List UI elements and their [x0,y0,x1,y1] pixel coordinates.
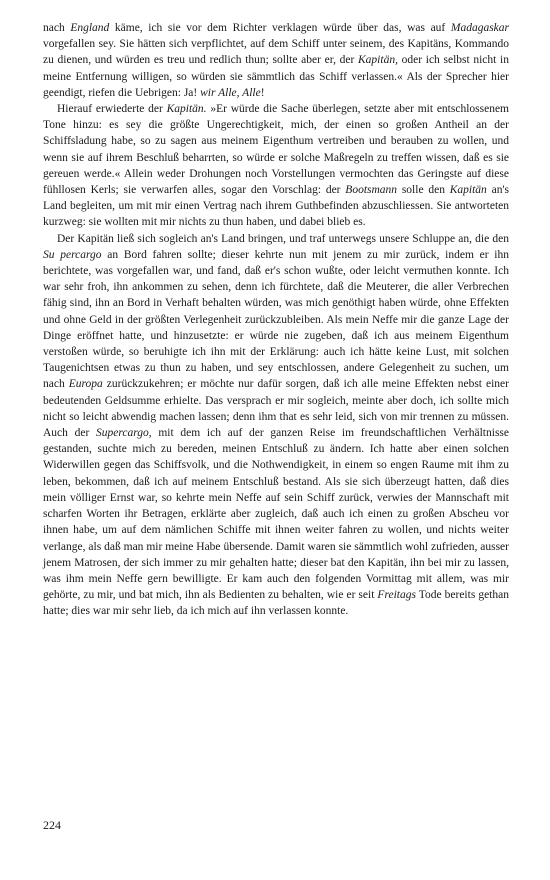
page-number: 224 [43,818,61,832]
body-text [43,20,509,620]
italic-run: Kapitän, [358,54,398,67]
text-run: solle den [397,184,450,197]
italic-run: Kapitän [449,184,487,197]
text-run: Hierauf erwiederte der [57,103,167,116]
italic-run: Supercargo [95,427,149,440]
text-run: , mit dem ich auf der ganzen Reise im freundschaftlichen Verhältnisse gestanden, suchte mich zu bereden, meinen Entschluß zu ändern. Ich hatte aber einen solchen Widerwillen gegen das Schiffsvolk, und die Nothwendigkeit, in einem so engen Raume mit ihm zu leben, bekommen, daß ich auf meinem Entschluß bestand. Als sie sich überzeugt hatten, daß dies mein völliger Ernst war, so kehrte mein Neffe auf sein Schiff zurück, verwies der Mannschaft mit scharfen Worten ihr Betragen, erklärte aber zugleich, daß auch ich einen zu großen Abscheu vor ihnen habe, um auf dem nämlichen Schiffe mit ihnen weiter fahren zu wollen, und nichts weiter verlange, als daß man mir meine Habe übersende. Damit waren sie sämmtlich wohl zufrieden, ausser jenem Matrosen, der sich immer zu mir gehalten hatte; dieser bat den Kapitän, ihn bei mir zu lassen, was ihm mein Neffe gern bewilligte. Er kam auch den folgenden Vormittag mit allem, was mir gehörte, zu mir, und bat mich, ihn als Bedienten zu behalten, wie er seit [43,427,509,602]
italic-run: Europa [68,378,103,391]
paragraph-1 [43,20,509,101]
text-run: käme, ich sie vor dem Richter verklagen würde über das, was auf [109,22,451,34]
text-run: ! [260,86,265,99]
text-run: an Bord fahren sollte; dieser kehrte nun mit jenem zu mir zurück, indem er ihn berichtete, was vorgefallen war, und fand, daß er's schon wußte, oder leicht vermuthen konnte. Ich war sehr froh, ihn ankommen zu sehen, denn ich fürchtete, daß die Meuterer, die aller Verbrechen fähig sind, ihn an Bord in Verhaft behalten würden, was mich genöthigt haben würde, ohne Effekten und ohne Geld in der größten Verlegenheit zurückzubleiben. Als mein Neffe mir die ganze Lage der Dinge eröffnet hatte, und hinzusetzte: er würde nie zugeben, daß ich aus meinem Eigenthum verstoßen würde, so beruhigte ich ihn mit der Erklärung: auch ich hätte keine Lust, mit solchen Taugenichtsen etwas zu thun zu haben, und sey entschlossen, andere Gelegenheit zu suchen, um nach [43,248,509,391]
text-run: nach [43,22,71,34]
text-run: zurückzukehren; er möchte nur dafür sorgen, daß ich alle meine Effekten nebst einer bedeutenden Geldsumme erhielte. Das versprach er mir sogleich, meinte aber doch, ich sollte mich nicht so leicht abwendig machen lassen; denn ihm that es sehr leid, sich von mir trennen zu müssen. Auch der [43,378,509,440]
italic-run: Freitags [377,589,416,602]
italic-run: Madagaskar [450,22,509,34]
text-run: »Er würde die Sache überlegen, setzte aber mit entschlossenem Tone hinzu: es sey die größte Ungerechtigkeit, mich, der einen so großen Antheil an der Schiffsladung habe, so zu sagen aus meinem Eigenthum vertreiben und berauben zu wollen, und wenn sie auf ihrem Beschluß beharrten, so würde er solche Maßregeln zu treffen wissen, daß es sie gereuen werde.« Allein weder Drohungen noch Vorstellungen vermochten das Geringste auf diese fühllosen Kerls; sie verwarfen alles, sogar den Vorschlag: der [43,103,509,197]
italic-run: Kapitän. [166,103,207,116]
text-run: vorgefallen sey. Sie hätten sich verpflichtet, auf dem Schiff unter seinem, des Kapitäns, Kommando zu dienen, und würden es treu und redlich thun; sollte aber er, der [43,38,509,67]
text-run: an's Land begleiten, um mit mir einen Vertrag nach ihrem Guthbefinden abzuschliessen. Sie antworteten kurzweg: sie wollten mit mir nichts zu thun haben, und dabei blieb es. [43,184,510,229]
text-run: Tode bereits gethan hatte; dies war mir sehr lieb, da ich mich auf ihn verlassen konnte. [43,589,509,618]
text-run: oder ich selbst nicht in meine Entfernung willigen, so würden sie sämmtlich das Schiff verlassen.« Als der Sprecher hier geendigt, riefen die Uebrigen: Ja! [43,54,509,99]
italic-run: Su percargo [43,248,102,261]
italic-run: wir Alle, Alle [200,86,261,99]
text-run: Der Kapitän ließ sich sogleich an's Land bringen, und traf unterwegs unsere Schluppe an, die den [57,232,509,245]
paragraph-3 [43,231,509,620]
paragraph-2 [43,101,509,231]
italic-run: England [70,22,110,34]
italic-run: Bootsmann [345,184,398,197]
